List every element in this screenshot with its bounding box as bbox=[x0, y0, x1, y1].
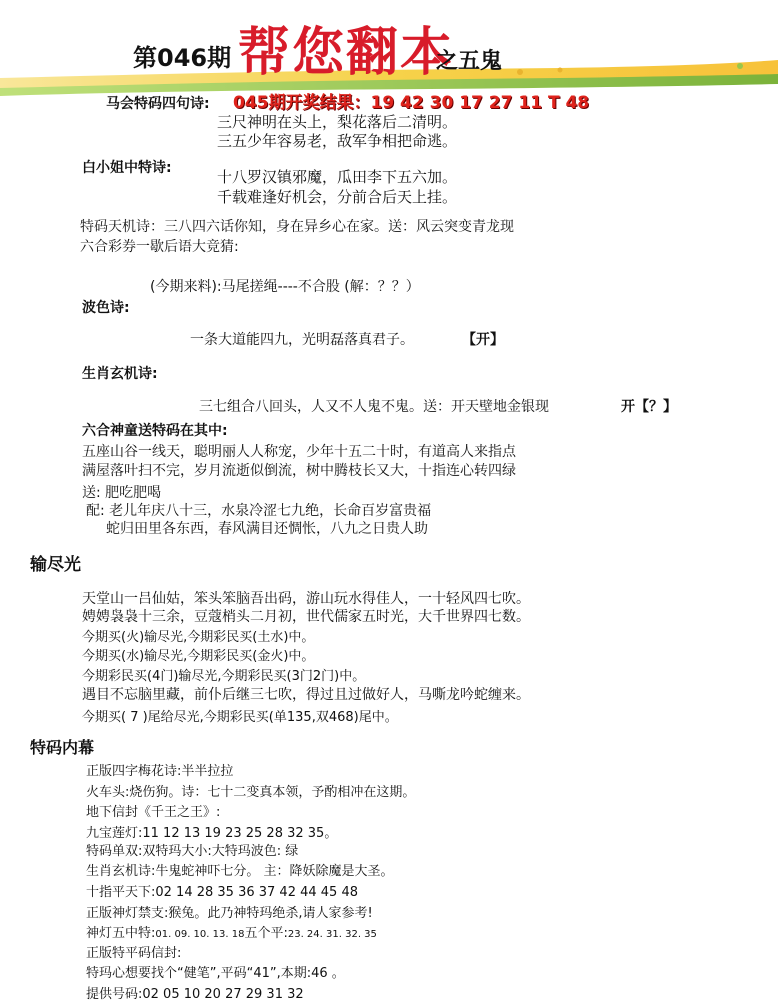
shujinguang-line-5: 今期彩民买(4门)输尽光,今期彩民买(3门2门)中。 bbox=[82, 669, 366, 684]
shujinguang-line-6: 遇目不忘脑里藏，前仆后继三七吹，得过且过做好人，马嘶龙吟蛇缠来。 bbox=[82, 687, 530, 703]
liuhe-line-1: 五座山谷一线天，聪明丽人人称宠，少年十五二十时，有道高人来指点 bbox=[82, 444, 516, 460]
neimu-line-4: 九宝莲灯:11 12 13 19 23 25 28 32 35。 bbox=[86, 826, 338, 841]
mahui-label: 马会特码四句诗: bbox=[106, 96, 210, 112]
guess-title: 六合彩券一歇后语大竞猜: bbox=[80, 239, 239, 255]
shujinguang-line-1: 天堂山一吕仙姑，笨头笨脑吾出码，游山玩水得佳人，一十轻风四七吹。 bbox=[82, 591, 530, 607]
bose-line: 一条大道能四九，光明磊落真君子。 bbox=[190, 332, 414, 348]
temaneimu-title: 特码内幕 bbox=[30, 738, 95, 757]
shendeng-label: 神灯五中特: bbox=[86, 926, 156, 941]
baixiaojie-line-2: 千载难逢好机会，分前合后天上挂。 bbox=[217, 188, 458, 206]
wugeping-label: 五个平: bbox=[244, 926, 288, 941]
shujinguang-line-2: 娉娉袅袅十三余，豆蔻梢头二月初，世代儒家五时光，大千世界四七数。 bbox=[82, 609, 530, 625]
page-title: 帮您翻本 bbox=[238, 22, 455, 83]
baixiaojie-label: 白小姐中特诗: bbox=[82, 160, 172, 176]
shujinguang-line-4: 今期买(水)输尽光,今期彩民买(金火)中。 bbox=[82, 649, 315, 664]
neimu-line-3: 地下信封《千王之王》: bbox=[86, 805, 221, 820]
neimu-line-11: 特玛心想要找个“健笔”,平码“41”,本期:46 。 bbox=[86, 966, 345, 981]
tianji-line: 特码天机诗：三八四六话你知，身在异乡心在家。送：风云突变青龙现 bbox=[80, 219, 514, 235]
mahui-line-1: 三尺神明在头上，梨花落后二清明。 bbox=[217, 113, 458, 131]
page-subtitle: 之五鬼 bbox=[436, 49, 503, 74]
neimu-line-2: 火车头:烧伤狗。诗：七十二变真本领，予酌相冲在这期。 bbox=[86, 785, 416, 800]
liuhe-title: 六合神童送特码在其中: bbox=[82, 423, 228, 439]
neimu-line-8: 正版神灯禁支:猴兔。此乃神特玛绝杀,请人家参考! bbox=[86, 906, 373, 921]
mahui-line-2: 三五少年容易老，敌军争相把命逃。 bbox=[217, 132, 458, 150]
liuhe-line-2: 满屋落叶扫不完，岁月流逝似倒流，树中腾枝长又大，十指连心转四绿 bbox=[82, 463, 516, 479]
shujinguang-line-7: 今期买( 7 )尾给尽光,今期彩民买(单135,双468)尾中。 bbox=[82, 710, 398, 725]
bose-label: 波色诗: bbox=[82, 300, 130, 316]
neimu-line-6: 生肖玄机诗:牛鬼蛇神吓七分。 主：降妖除魔是大圣。 bbox=[86, 864, 394, 879]
shengxiao-line: 三七组合八回头，人又不人鬼不鬼。送：开天壁地金银现 bbox=[199, 399, 549, 415]
wugeping-numbers: 23. 24. 31. 32. 35 bbox=[287, 929, 377, 940]
liuhe-send: 送: 肥吃肥喝 bbox=[82, 485, 162, 501]
shengxiao-label: 生肖玄机诗: bbox=[82, 366, 158, 382]
neimu-line-10: 正版特平码信封: bbox=[86, 946, 182, 961]
draw-result: 045期开奖结果：19 42 30 17 27 11 T 48 bbox=[233, 93, 590, 113]
shengxiao-tag: 开【？】 bbox=[621, 399, 677, 415]
guess-line: (今期来料):马尾搓绳----不合股 (解：？？） bbox=[150, 279, 420, 295]
issue-number: 第046期 bbox=[133, 44, 232, 72]
shendeng-numbers: 01. 09. 10. 13. 18 bbox=[155, 929, 245, 940]
neimu-line-5: 特码单双:双特玛大小:大特玛波色: 绿 bbox=[86, 844, 299, 859]
neimu-line-7: 十指平天下:02 14 28 35 36 37 42 44 45 48 bbox=[86, 885, 358, 900]
bose-tag: 【开】 bbox=[462, 332, 504, 348]
neimu-line-1: 正版四字梅花诗:半半拉拉 bbox=[86, 764, 234, 779]
neimu-line-9 bbox=[86, 922, 377, 941]
liuhe-pei-1: 配: 老儿年庆八十三，水泉冷涩七九绝，长命百岁富贵福 bbox=[86, 503, 432, 519]
baixiaojie-line-1: 十八罗汉镇邪魔，瓜田李下五六加。 bbox=[217, 168, 458, 186]
shujinguang-line-3: 今期买(火)输尽光,今期彩民买(土水)中。 bbox=[82, 630, 315, 645]
neimu-line-12: 提供号码:02 05 10 20 27 29 31 32 bbox=[86, 987, 304, 1002]
liuhe-pei-2: 蛇归田里各东西，春风满目还惆怅，八九之日贵人助 bbox=[106, 521, 428, 537]
shujinguang-title: 输尽光 bbox=[30, 555, 81, 575]
